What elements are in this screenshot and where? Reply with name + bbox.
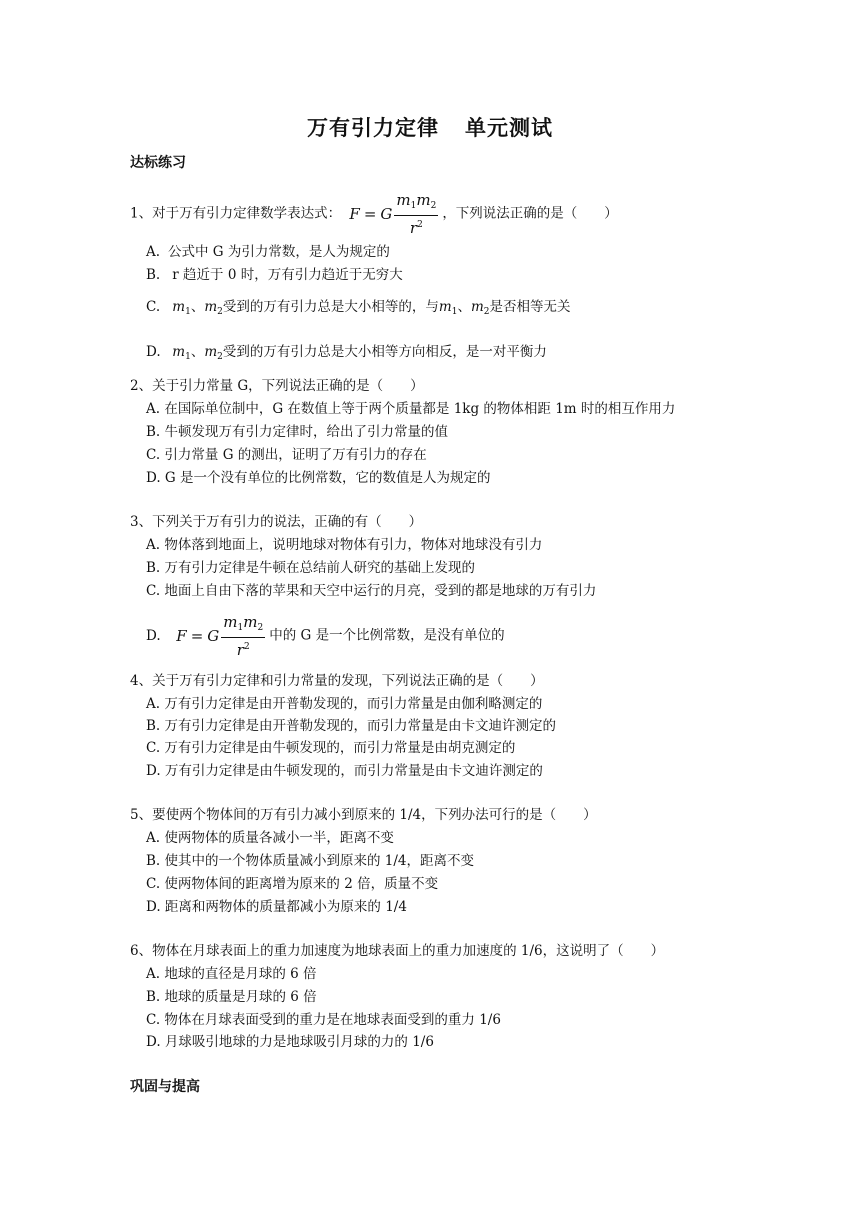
- question-5-option-a: A. 使两物体的质量各减小一半，距离不变: [146, 830, 394, 846]
- question-2-option-c: C. 引力常量 G 的测出，证明了万有引力的存在: [146, 447, 427, 463]
- question-5-option-c: C. 使两物体间的距离增为原来的 2 倍，质量不变: [146, 876, 439, 892]
- question-3-stem: 3、下列关于万有引力的说法，正确的有（ ）: [130, 514, 423, 530]
- title-main: 万有引力定律: [307, 116, 439, 140]
- question-4-option-a: A. 万有引力定律是由开普勒发现的，而引力常量是由伽利略测定的: [146, 696, 543, 712]
- title-sub: 单元测试: [465, 116, 553, 140]
- question-4-stem: 4、关于万有引力定律和引力常量的发现，下列说法正确的是（ ）: [130, 673, 544, 689]
- question-6-option-b: B. 地球的质量是月球的 6 倍: [146, 989, 317, 1005]
- question-5-stem: 5、要使两个物体间的万有引力减小到原来的 1/4，下列办法可行的是（ ）: [130, 807, 597, 823]
- question-3-option-c: C. 地面上自由下落的苹果和天空中运行的月亮，受到的都是地球的万有引力: [146, 583, 597, 599]
- gravitation-formula: F = G $\frac{m_1m_2}{r^2}$: [349, 191, 437, 237]
- question-3-option-a: A. 物体落到地面上，说明地球对物体有引力，物体对地球没有引力: [146, 537, 543, 553]
- question-6-option-a: A. 地球的直径是月球的 6 倍: [146, 966, 317, 982]
- question-1-option-d: D. $m_1$、$m_2$受到的万有引力总是大小相等方向相反，是一对平衡力: [146, 344, 547, 362]
- question-4-option-c: C. 万有引力定律是由牛顿发现的，而引力常量是由胡克测定的: [146, 740, 516, 756]
- question-1-option-c: C. $m_1$、$m_2$受到的万有引力总是大小相等的，与$m_1$、$m_2$是否相等无关: [146, 299, 571, 317]
- question-6-option-d: D. 月球吸引地球的力是地球吸引月球的力的 1/6: [146, 1034, 434, 1050]
- question-1-option-b: B. r 趋近于 0 时，万有引力趋近于无穷大: [146, 267, 403, 283]
- section-heading-basic: 达标练习: [130, 155, 186, 171]
- question-1-option-a: A. 公式中 G 为引力常数，是人为规定的: [146, 244, 390, 260]
- question-1-stem: 1、对于万有引力定律数学表达式： F = G $\frac{m_1m_2}{r^2}$ ，下列说法正确的是（ ）: [130, 191, 618, 237]
- gravitation-formula-2: F = G $\frac{m_1m_2}{r^2}$: [176, 613, 264, 659]
- section-heading-advanced: 巩固与提高: [130, 1079, 200, 1095]
- question-6-stem: 6、物体在月球表面上的重力加速度为地球表面上的重力加速度的 1/6，这说明了（ ）: [130, 943, 665, 959]
- question-2-option-a: A. 在国际单位制中，G 在数值上等于两个质量都是 1kg 的物体相距 1m 时的相互作用力: [146, 401, 676, 417]
- question-2-stem: 2、关于引力常量 G，下列说法正确的是（ ）: [130, 378, 424, 394]
- question-2-option-d: D. G 是一个没有单位的比例常数，它的数值是人为规定的: [146, 470, 491, 486]
- question-4-option-d: D. 万有引力定律是由牛顿发现的，而引力常量是由卡文迪许测定的: [146, 763, 543, 779]
- question-5-option-d: D. 距离和两物体的质量都减小为原来的 1/4: [146, 899, 407, 915]
- page-title: [0, 112, 860, 142]
- question-3-option-d: D. F = G $\frac{m_1m_2}{r^2}$ 中的 G 是一个比例常数，是没有单位的: [146, 613, 505, 659]
- question-6-option-c: C. 物体在月球表面受到的重力是在地球表面受到的重力 1/6: [146, 1012, 501, 1028]
- question-3-option-b: B. 万有引力定律是牛顿在总结前人研究的基础上发现的: [146, 560, 476, 576]
- question-5-option-b: B. 使其中的一个物体质量减小到原来的 1/4，距离不变: [146, 853, 475, 869]
- question-2-option-b: B. 牛顿发现万有引力定律时，给出了引力常量的值: [146, 424, 449, 440]
- question-4-option-b: B. 万有引力定律是由开普勒发现的，而引力常量是由卡文迪许测定的: [146, 718, 557, 734]
